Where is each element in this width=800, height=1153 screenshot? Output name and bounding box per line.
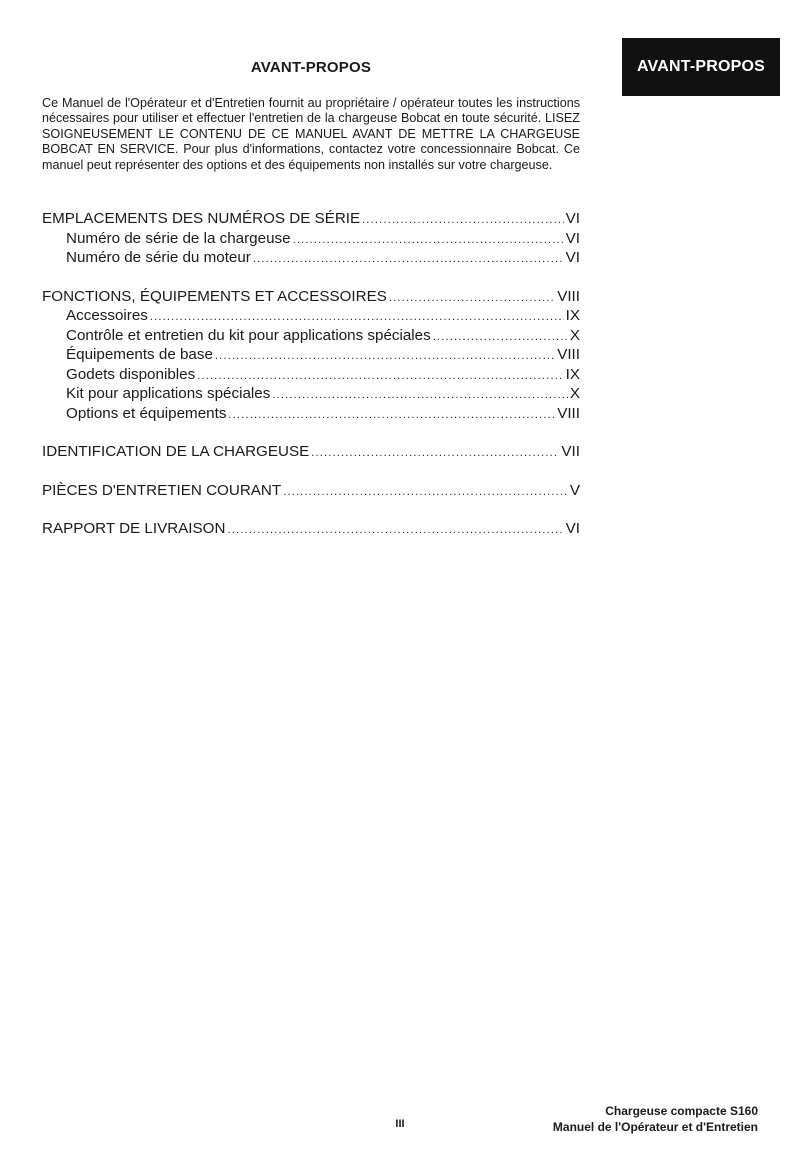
toc-subentry[interactable]: [42, 248, 580, 268]
toc-entry-label: FONCTIONS, ÉQUIPEMENTS ET ACCESSOIRES: [42, 287, 387, 305]
toc-entry-label: PIÈCES D'ENTRETIEN COURANT: [42, 481, 282, 499]
page-title: AVANT-PROPOS: [250, 59, 372, 76]
toc-group: [42, 287, 580, 424]
toc-entry-page: VIII: [557, 287, 580, 305]
toc-entry-label: EMPLACEMENTS DES NUMÉROS DE SÉRIE: [42, 210, 361, 227]
toc-subentry-page: IX: [565, 307, 580, 324]
toc-entry-page: V: [569, 481, 580, 499]
toc-subentry-label: Numéro de série du moteur: [66, 249, 251, 266]
section-tab-label: AVANT-PROPOS: [636, 58, 766, 75]
toc-entry-page: VII: [561, 443, 580, 460]
toc-entry[interactable]: [42, 481, 580, 501]
toc-leader-dots: [253, 250, 564, 270]
section-tab: [622, 38, 780, 96]
toc-leader-dots: [228, 406, 555, 426]
toc-subentry-label: Numéro de série de la chargeuse: [66, 229, 291, 247]
toc-leader-dots: [362, 211, 563, 231]
toc-leader-dots: [293, 231, 564, 251]
footer-product-name: Chargeuse compacte S160: [605, 1104, 758, 1118]
toc-subentry[interactable]: [42, 229, 580, 249]
toc-subentry[interactable]: [42, 345, 580, 365]
toc-entry[interactable]: [42, 519, 580, 539]
toc-subentry-label: Accessoires: [66, 307, 148, 324]
footer-manual-name: Manuel de l'Opérateur et d'Entretien: [552, 1120, 758, 1134]
toc-leader-dots: [227, 521, 563, 541]
toc-entry-label: IDENTIFICATION DE LA CHARGEUSE: [42, 443, 310, 460]
toc-leader-dots: [283, 483, 568, 503]
toc-entry[interactable]: [42, 209, 580, 229]
toc-group: [42, 519, 580, 539]
toc-leader-dots: [389, 289, 555, 309]
toc-leader-dots: [215, 347, 555, 367]
toc-subentry-label: Équipements de base: [66, 346, 213, 363]
page-number: III: [395, 1118, 405, 1130]
toc-leader-dots: [433, 328, 568, 348]
toc-group: [42, 442, 580, 462]
toc-subentry-label: Godets disponibles: [66, 365, 196, 383]
toc-subentry-page: VIII: [557, 346, 580, 363]
toc-subentry-page: X: [569, 326, 580, 344]
toc-subentry-page: VIII: [557, 404, 580, 422]
toc-subentry-label: Options et équipements: [66, 404, 227, 422]
toc-subentry[interactable]: [42, 384, 580, 404]
toc-subentry-page: X: [569, 385, 580, 402]
toc-subentry[interactable]: [42, 326, 580, 346]
toc-subentry-label: Kit pour applications spéciales: [66, 385, 271, 402]
toc-entry-page: VI: [565, 210, 580, 227]
toc-leader-dots: [311, 444, 559, 464]
toc-group: [42, 481, 580, 501]
toc-subentry[interactable]: [42, 306, 580, 326]
toc-subentry-page: VI: [565, 229, 580, 247]
toc-entry-label: RAPPORT DE LIVRAISON: [42, 520, 226, 537]
toc-entry[interactable]: [42, 287, 580, 307]
footer: [553, 1103, 758, 1135]
toc-subentry-label: Contrôle et entretien du kit pour applications spéciales: [66, 326, 431, 344]
toc-subentry[interactable]: [42, 404, 580, 424]
intro-paragraph: Ce Manuel de l'Opérateur et d'Entretien fournit au propriétaire / opérateur toutes les instructions nécessaires pour utiliser et effectuer l'entretien de la chargeuse Bobcat en toute sécurité. LISEZ SOIGNEUSEMENT LE CONTENU DE CE MANUEL AVANT DE METTRE LA CHARGEUSE BOBCAT EN SERVICE. Pour plus d'informations, contactez votre concessionnaire Bobcat. Ce manuel peut représenter des options et des équipements non installés sur votre chargeuse.: [42, 96, 580, 172]
table-of-contents: [42, 209, 580, 558]
toc-entry[interactable]: [42, 442, 580, 462]
toc-leader-dots: [272, 386, 568, 406]
toc-entry-page: VI: [565, 520, 580, 537]
toc-subentry[interactable]: [42, 365, 580, 385]
toc-subentry-page: VI: [565, 249, 580, 266]
toc-group: [42, 209, 580, 268]
toc-subentry-page: IX: [565, 365, 580, 383]
